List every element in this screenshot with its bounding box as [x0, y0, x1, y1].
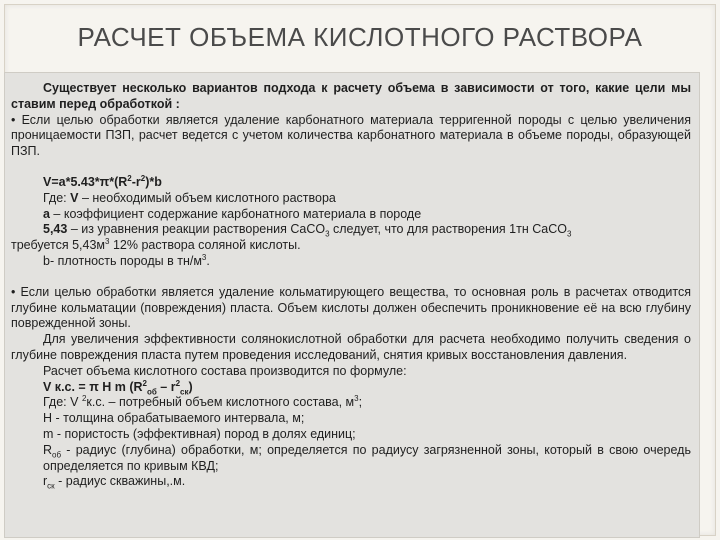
formula-2-h: H - толщина обрабатываемого интервала, м;	[43, 411, 305, 426]
paragraph-3: Для увеличения эффективности солянокислотной обработки для расчета необходимо получить сведения о глубине повреждения пласта путем проведения исследований, снятия кривых восстановления давления.	[11, 332, 691, 362]
formula-block-2	[11, 380, 691, 443]
slide-title: РАСЧЕТ ОБЪЕМА КИСЛОТНОГО РАСТВОРА	[77, 22, 643, 52]
formula-1-b: b- плотность породы в $тн/м^3$.	[43, 252, 210, 268]
formula-2-m: m - пористость (эффективная) пород в долях единиц;	[43, 426, 356, 441]
intro-paragraph	[11, 81, 691, 113]
formula-1-a: a – коэффициент содержание карбонатного материала в породе	[43, 206, 422, 221]
formula-2-r: $R_{об}$ - радиус (глубина) обработки, м; определяется по радиусу загрязненной зоны, который в свою очередь определяется по кривым КВД;	[43, 442, 691, 473]
formula-1-where: Где: V – необходимый объем кислотного раствора	[43, 190, 336, 205]
formula-1-n: 5,43 – из уравнения реакции растворения CaCO$_3$ следует, что для растворения 1тн CaCO$_3$	[43, 222, 572, 239]
formula-2: V к.с. = π H m $(R^2_{об} - r^2_{ск})$	[43, 378, 193, 397]
formula-1: $V=a*5.43*\pi*(R^2-r^2)*b$	[43, 173, 162, 189]
content-box	[4, 72, 700, 538]
paragraph-4: Расчет объема кислотного состава производится по формуле:	[43, 363, 407, 378]
formula-1-n-line2: требуется $5,43м^3$ 12% раствора соляной кислоты.	[11, 237, 301, 253]
bullet-paragraph-2: • Если целью обработки является удаление кольматирующего вещества, то основная роль в расчетах отводится глубине кольматации (повреждения) пласта. Объем кислоты должен обеспечить проникновение её на всю глубину поврежденной зоны.	[11, 284, 691, 331]
intro-text: Существует несколько вариантов подхода к расчету объема в зависимости от того, какие цели мы ставим перед обработкой :	[11, 81, 691, 111]
formula-2-rck: $r_{ск}$ - радиус скважины,.м.	[43, 474, 186, 491]
formula-2-v: Где: V $^2$к.с. – потребный объем кислотного состава, $м^3$;	[43, 394, 363, 410]
formula-block-1	[11, 175, 691, 222]
bullet-paragraph-1: • Если целью обработки является удаление карбонатного материала терригенной породы с целью увеличения проницаемости ПЗП, расчет ведется с учетом количества карбонатного материала в объеме породы, образующей ПЗП.	[11, 112, 691, 159]
